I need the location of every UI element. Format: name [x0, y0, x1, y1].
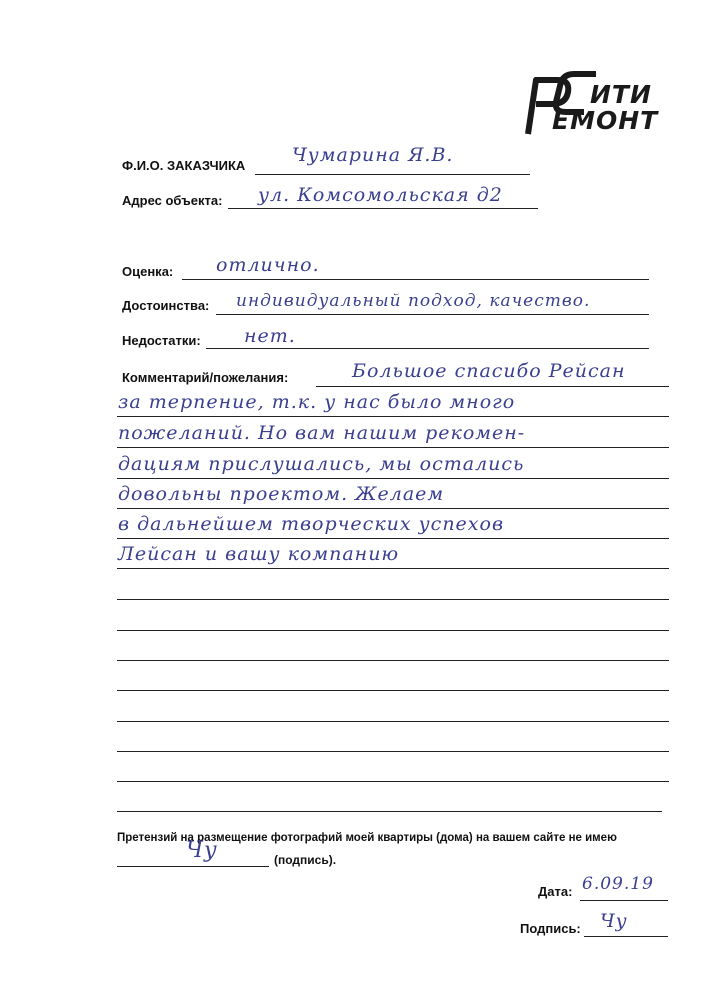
- comment-text: Большое спасибо Рейсан: [352, 360, 626, 382]
- comment-line: [117, 721, 669, 722]
- comment-line: [117, 660, 669, 661]
- pros-label: Достоинства:: [122, 298, 210, 313]
- comment-line: [117, 811, 662, 812]
- pros-value: индивидуальный подход, качество.: [236, 291, 591, 311]
- date-line: [580, 900, 668, 901]
- address-value: ул. Комсомольская д2: [258, 184, 503, 206]
- comment-line: [117, 568, 669, 569]
- comment-line: [117, 781, 669, 782]
- logo-text-line2: ЕМОНТ: [552, 106, 659, 135]
- sign-label: Подпись:: [520, 921, 581, 936]
- sign-value: Чу: [600, 910, 628, 932]
- cons-line: [206, 348, 649, 349]
- signature-hint: (подпись).: [274, 853, 337, 867]
- comment-text: за терпение, т.к. у нас было много: [118, 391, 516, 413]
- comment-line: [117, 508, 669, 509]
- pros-line: [216, 314, 649, 315]
- comment-text: Лейсан и вашу компанию: [118, 543, 400, 565]
- comment-line: [117, 447, 669, 448]
- rating-label: Оценка:: [122, 264, 174, 279]
- comment-line: [117, 478, 669, 479]
- comment-text: в дальнейшем творческих успехов: [118, 513, 505, 535]
- comment-text: пожеланий. Но вам нашим рекомен-: [118, 422, 526, 444]
- rating-line: [182, 279, 649, 280]
- address-label: Адрес объекта:: [122, 193, 223, 208]
- consent-signature: Чу: [186, 838, 218, 863]
- comment-line: [117, 690, 669, 691]
- rating-value: отлично.: [216, 254, 320, 276]
- company-logo: [518, 68, 678, 140]
- consent-signature-line: [117, 866, 269, 867]
- sign-line: [584, 936, 668, 937]
- comment-line: [117, 630, 669, 631]
- cons-label: Недостатки:: [122, 333, 201, 348]
- address-line: [228, 208, 538, 209]
- date-label: Дата:: [538, 884, 573, 899]
- fio-value: Чумарина Я.В.: [292, 144, 454, 166]
- comment-text: дациям прислушались, мы остались: [118, 453, 525, 475]
- comment-line: [117, 751, 669, 752]
- consent-text: Претензий на размещение фотографий моей квартиры (дома) на вашем сайте не имею: [117, 832, 617, 844]
- fio-line: [255, 174, 530, 175]
- cons-value: нет.: [244, 325, 296, 347]
- comment-text: довольны проектом. Желаем: [118, 483, 445, 505]
- comment-line: [117, 599, 669, 600]
- comment-label: Комментарий/пожелания:: [122, 370, 289, 385]
- logo-text-line1: ИТИ: [590, 80, 652, 109]
- fio-label: Ф.И.О. ЗАКАЗЧИКА: [122, 158, 246, 173]
- date-value: 6.09.19: [582, 874, 654, 894]
- comment-line: [117, 538, 669, 539]
- comment-line: [117, 416, 669, 417]
- comment-line: [316, 386, 669, 387]
